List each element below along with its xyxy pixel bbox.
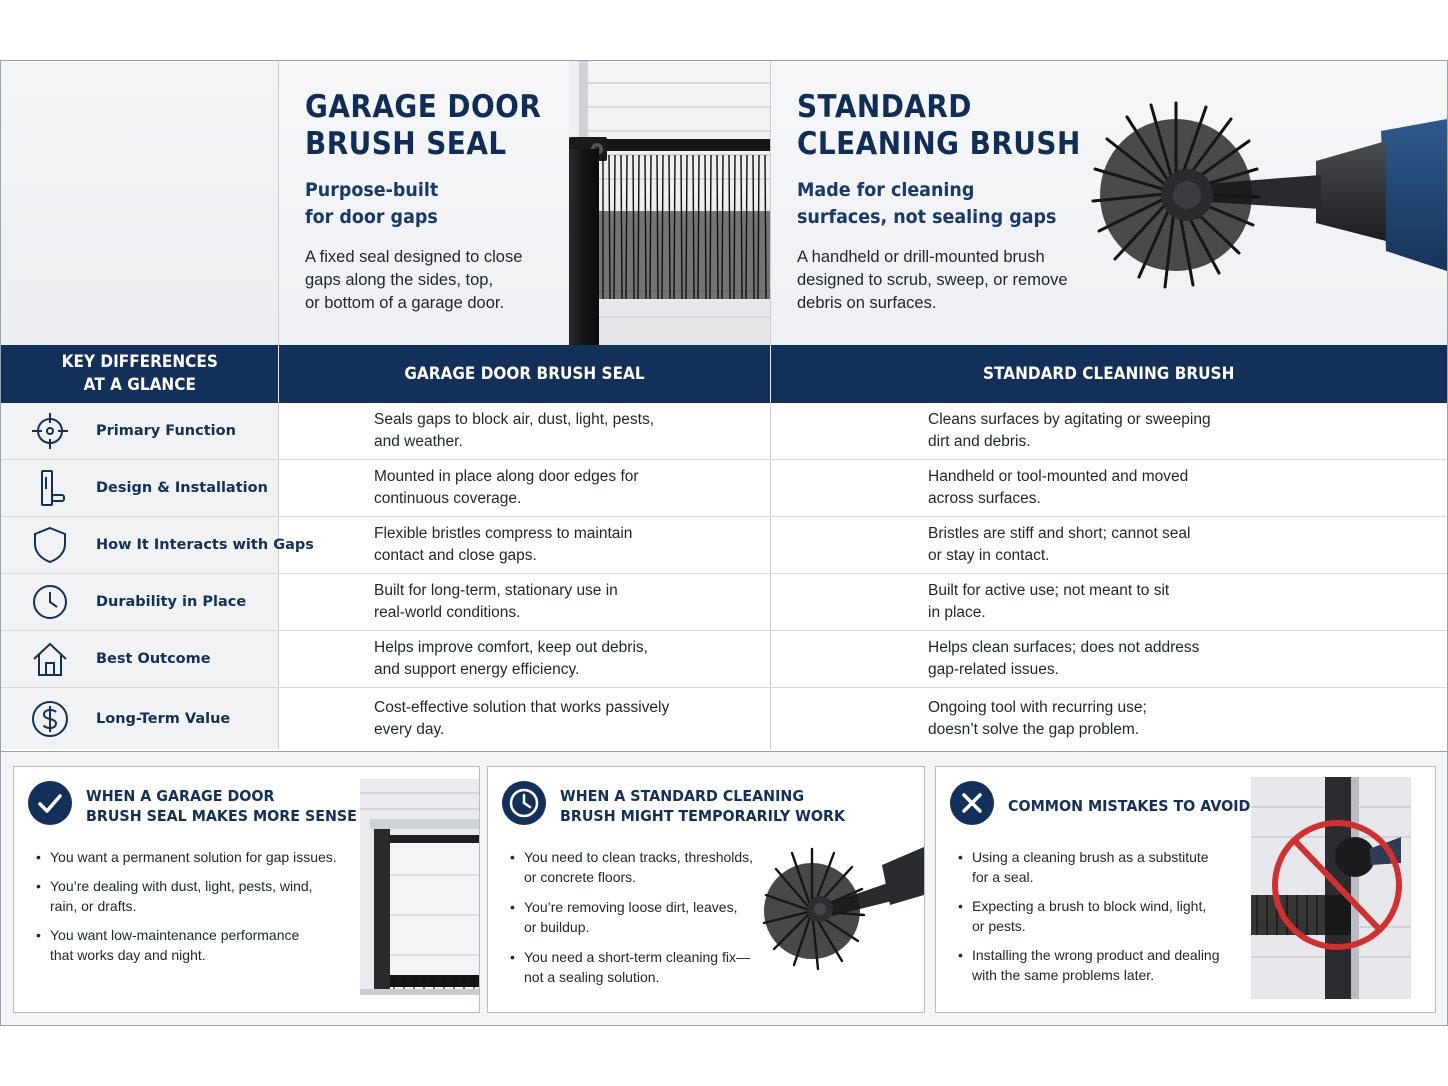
door-handle-icon (31, 469, 69, 507)
brush-title: STANDARD CLEANING BRUSH (797, 89, 1081, 162)
dollar-icon (31, 700, 69, 738)
header-key-differences: KEY DIFFERENCES AT A GLANCE (1, 345, 279, 403)
house-icon (31, 640, 69, 678)
list-item: • You want low-maintenance performance that works day and night. (36, 925, 337, 965)
header-brush-column (771, 61, 1447, 345)
seal-cell: Built for long-term, stationary use in real-world conditions. (374, 582, 618, 621)
table-row (1, 631, 1447, 688)
list-item: • You want a permanent solution for gap issues. (36, 847, 337, 867)
header-blank-cell (1, 61, 279, 345)
panel-title: WHEN A STANDARD CLEANING BRUSH MIGHT TEMPORARILY WORK (560, 787, 845, 825)
garage-door-photo (360, 779, 480, 995)
row-label: Durability in Place (96, 594, 247, 610)
header-seal-column (279, 61, 771, 345)
list-item: • Installing the wrong product and dealing with the same problems later. (958, 945, 1220, 985)
x-mark-icon (950, 781, 994, 825)
seal-description: A fixed seal designed to close gaps along the sides, top, or bottom of a garage door. (305, 248, 523, 312)
drill-brush-photo (762, 843, 925, 973)
seal-cell: Flexible bristles compress to maintain contact and close gaps. (374, 525, 633, 564)
header-brush: STANDARD CLEANING BRUSH (983, 363, 1235, 384)
brush-cell: Cleans surfaces by agitating or sweeping dirt and debris. (928, 411, 1211, 450)
shield-icon (31, 526, 69, 564)
bottom-panels (1, 751, 1447, 1025)
panel-title: WHEN A GARAGE DOOR BRUSH SEAL MAKES MORE SENSE (86, 787, 357, 825)
row-label: Long-Term Value (96, 710, 231, 727)
drill-brush-photo (1081, 101, 1447, 341)
table-header (1, 345, 1447, 403)
list-item: • Using a cleaning brush as a substitute for a seal. (958, 847, 1220, 887)
row-label: Best Outcome (96, 651, 211, 667)
list-item: • You need a short-term cleaning fix— not a sealing solution. (510, 947, 753, 987)
comparison-rows (1, 403, 1447, 749)
brush-cell: Built for active use; not meant to sit in place. (928, 582, 1170, 621)
list-item: • You’re dealing with dust, light, pests, wind, rain, or drafts. (36, 876, 337, 916)
table-row (1, 574, 1447, 631)
row-label: Primary Function (96, 423, 236, 439)
table-row (1, 460, 1447, 517)
brush-cell: Handheld or tool-mounted and moved across surfaces. (928, 468, 1189, 507)
row-label: Design & Installation (96, 480, 268, 496)
seal-title: GARAGE DOOR BRUSH SEAL (305, 89, 542, 162)
seal-cell: Cost-effective solution that works passively every day. (374, 698, 670, 738)
panel-list (958, 847, 1220, 994)
brush-cell: Ongoing tool with recurring use; doesn’t solve the gap problem. (928, 698, 1147, 738)
checkmark-icon (28, 781, 72, 825)
list-item: • You need to clean tracks, thresholds, or concrete floors. (510, 847, 753, 887)
comparison-sheet (0, 60, 1448, 1026)
panel-title: COMMON MISTAKES TO AVOID (1008, 797, 1251, 815)
brush-description: A handheld or drill-mounted brush designed to scrub, sweep, or remove debris on surfaces. (797, 248, 1068, 312)
brush-subtitle: Made for cleaning surfaces, not sealing gaps (797, 179, 1057, 228)
table-row (1, 688, 1447, 749)
panel-common-mistakes (935, 766, 1436, 1013)
panel-seal-makes-sense (13, 766, 480, 1013)
seal-cell: Helps improve comfort, keep out debris, and support energy efficiency. (374, 639, 648, 678)
list-item: • Expecting a brush to block wind, light, or pests. (958, 896, 1220, 936)
panel-list (36, 847, 337, 974)
seal-subtitle: Purpose-built for door gaps (305, 179, 439, 228)
list-item: • You’re removing loose dirt, leaves, or buildup. (510, 897, 753, 937)
table-row (1, 403, 1447, 460)
seal-cell: Mounted in place along door edges for continuous coverage. (374, 468, 639, 507)
clock-icon (31, 583, 69, 621)
panel-brush-might-work (487, 766, 925, 1013)
clock-icon (502, 781, 546, 825)
brush-seal-photo (569, 61, 771, 345)
target-icon (31, 412, 69, 450)
brush-cell: Bristles are stiff and short; cannot seal or stay in contact. (928, 525, 1191, 564)
panel-list (510, 847, 753, 997)
seal-cell: Seals gaps to block air, dust, light, pests, and weather. (374, 411, 655, 450)
header-seal: GARAGE DOOR BRUSH SEAL (279, 345, 771, 403)
row-label: How It Interacts with Gaps (96, 537, 314, 553)
table-row (1, 517, 1447, 574)
brush-cell: Helps clean surfaces; does not address gap-related issues. (928, 639, 1200, 678)
prohibited-brush-photo (1251, 777, 1411, 999)
